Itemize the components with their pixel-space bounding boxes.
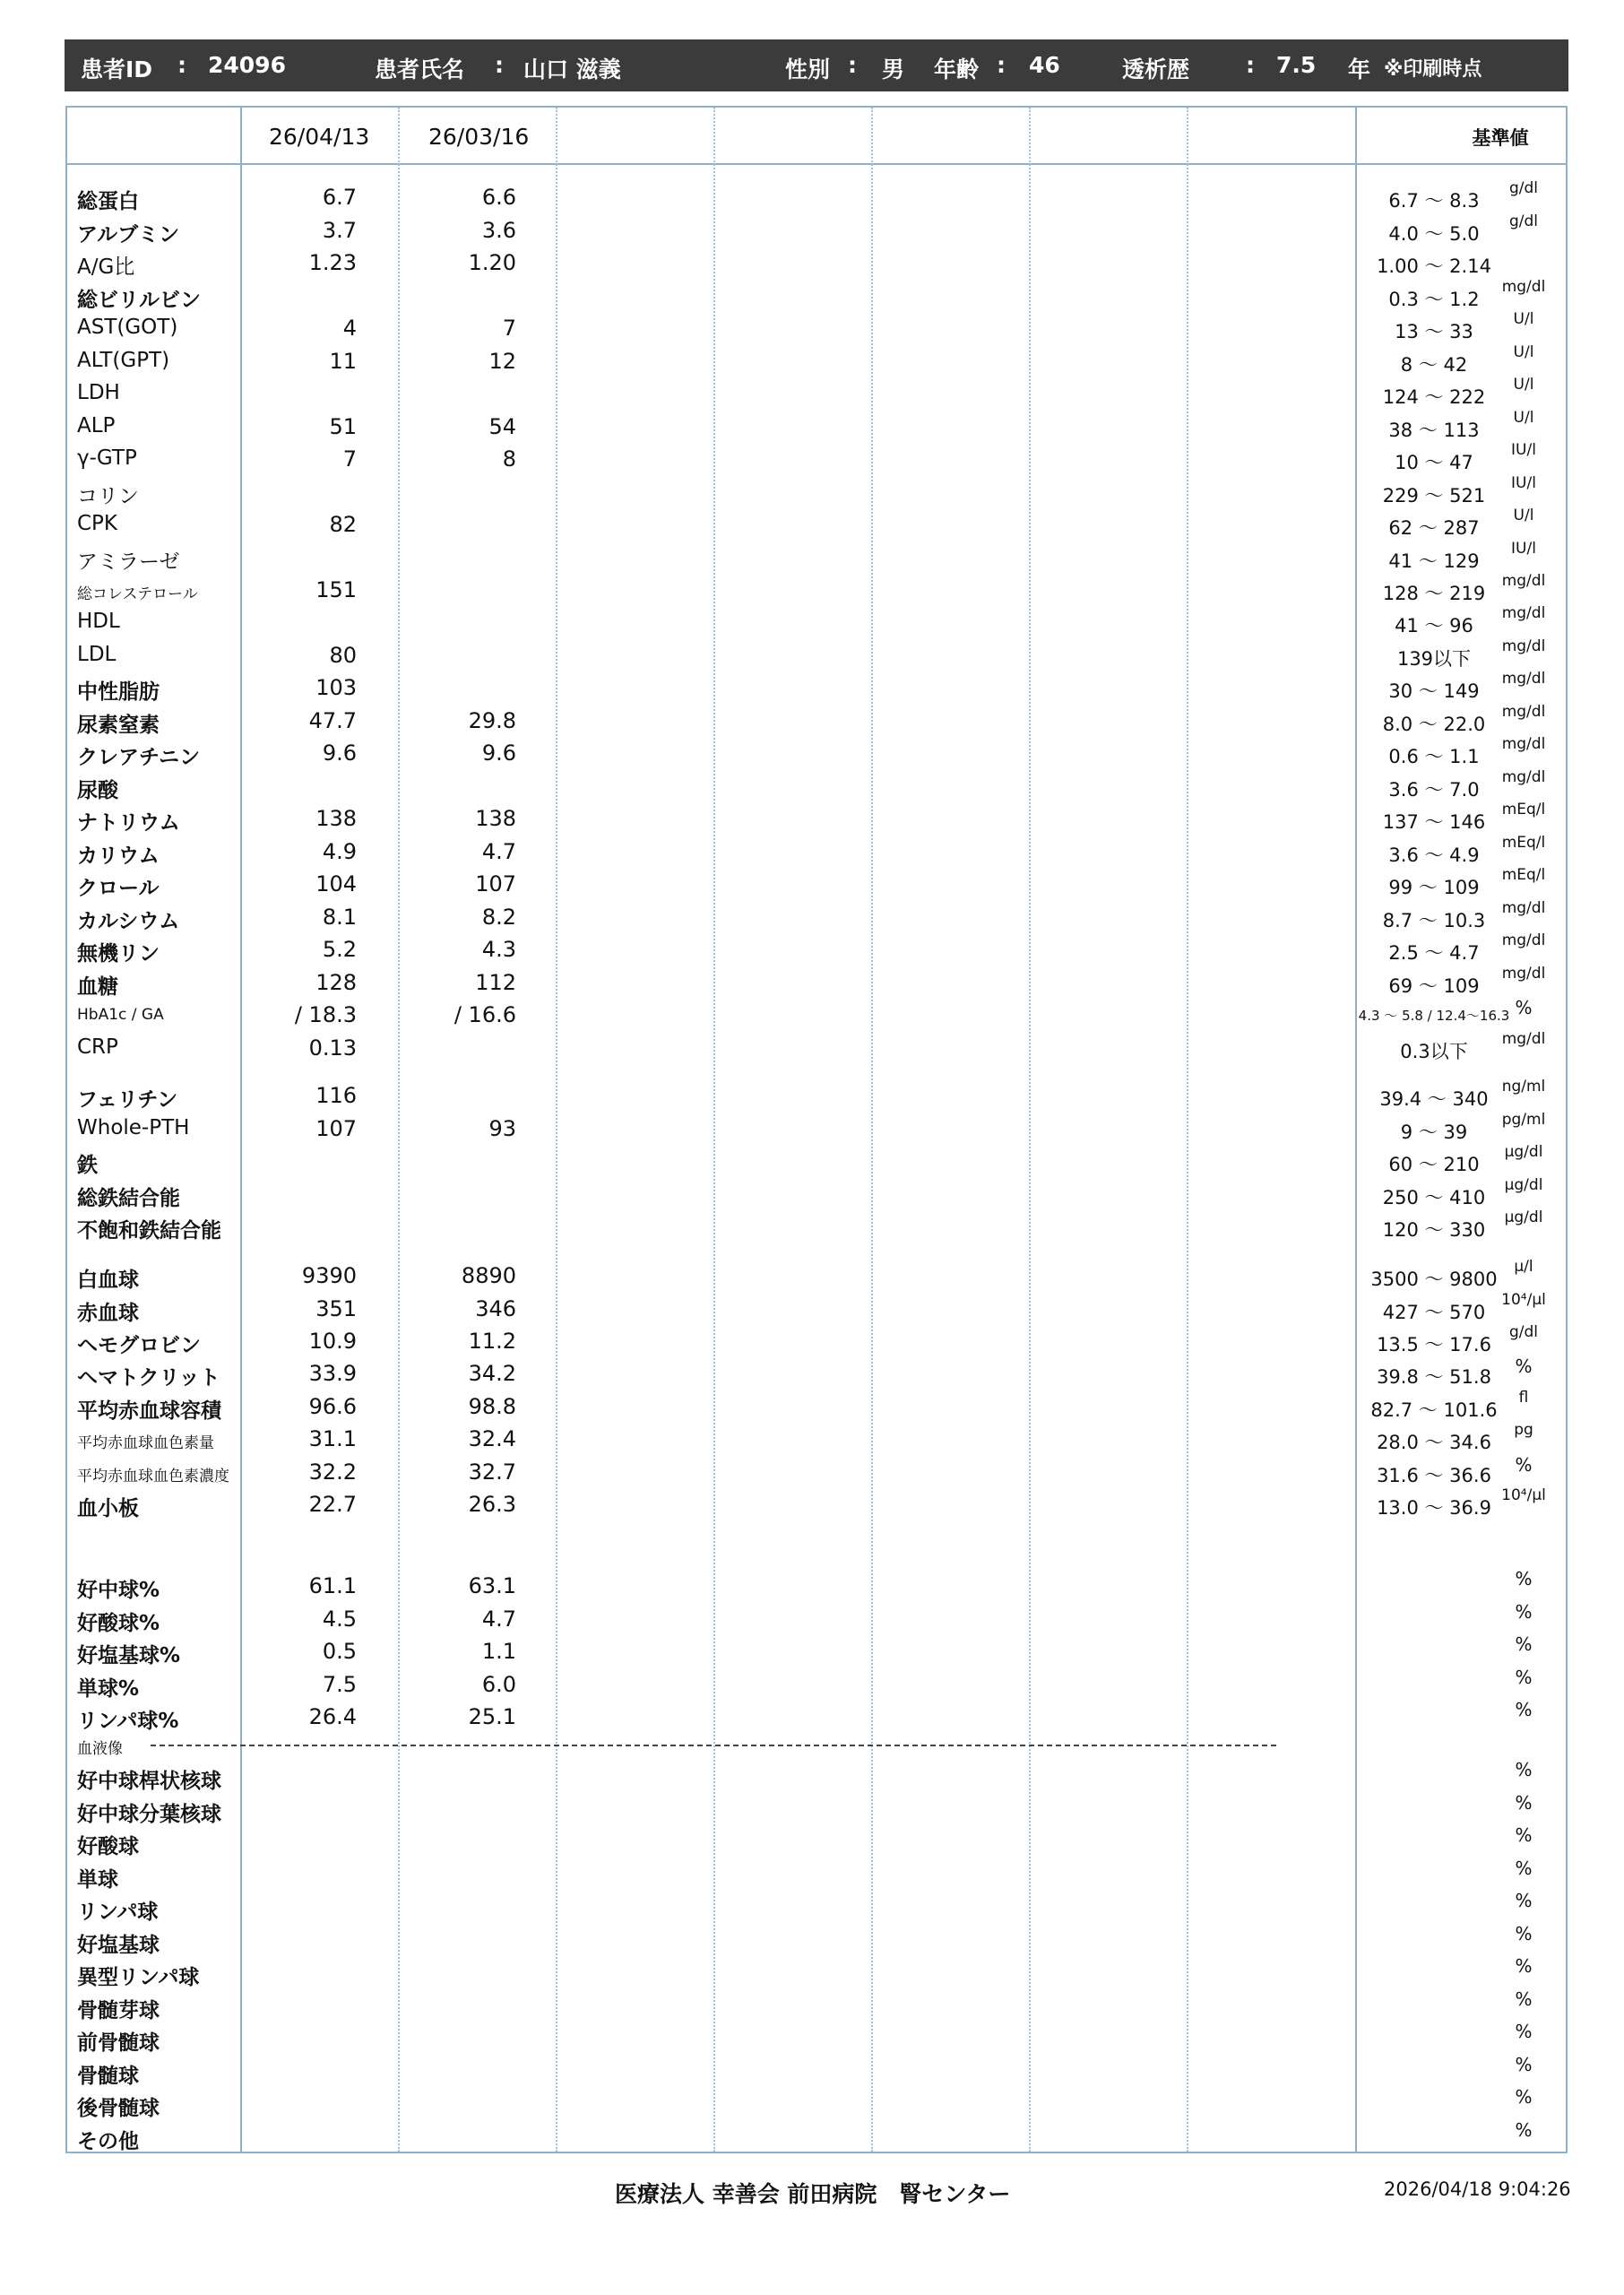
test-name: HDL	[77, 610, 120, 633]
unit: %	[1515, 1454, 1533, 1476]
result-value-2: 32.4	[468, 1426, 516, 1451]
result-value-2: 6.0	[481, 1672, 516, 1697]
test-name: 平均赤血球血色素量	[77, 1434, 214, 1452]
unit: %	[1515, 1633, 1533, 1655]
test-name: リンパ球	[77, 1901, 159, 1924]
unit: %	[1515, 1988, 1533, 2010]
date-column-2: 26/03/16	[428, 124, 530, 150]
test-name: LDL	[77, 643, 117, 666]
result-value-1: 5.2	[322, 937, 357, 962]
result-value-2: 54	[488, 414, 516, 439]
unit: mg/dl	[1501, 931, 1546, 949]
reference-range: 41 〜 96	[1395, 615, 1473, 637]
test-name: AST(GOT)	[77, 316, 178, 339]
reference-range: 8.7 〜 10.3	[1382, 910, 1486, 931]
reference-range: 3.6 〜 7.0	[1388, 779, 1480, 801]
test-name: 総蛋白	[77, 190, 139, 213]
hospital-name: 医療法人 幸善会 前田病院 腎センター	[615, 2181, 1011, 2207]
unit: %	[1515, 1568, 1533, 1589]
result-value-1: 10.9	[308, 1329, 357, 1354]
unit: %	[1515, 1601, 1533, 1623]
reference-range: 0.3 〜 1.2	[1388, 289, 1480, 310]
result-value-1: 51	[329, 414, 357, 439]
unit: mg/dl	[1501, 572, 1546, 590]
reference-range: 0.6 〜 1.1	[1388, 746, 1480, 767]
reference-range: 31.6 〜 36.6	[1377, 1465, 1491, 1486]
test-name: 好酸球%	[77, 1612, 160, 1635]
result-value-1: 47.7	[308, 708, 357, 733]
test-name: リンパ球%	[77, 1710, 179, 1733]
test-name: 総鉄結合能	[77, 1187, 180, 1210]
reference-range: 2.5 〜 4.7	[1388, 942, 1480, 964]
col-divider-3	[713, 108, 715, 2152]
unit: IU/l	[1511, 441, 1536, 459]
dialysis-value: 7.5	[1276, 52, 1317, 78]
reference-range: 39.4 〜 340	[1379, 1088, 1489, 1110]
sex-value: 男	[882, 56, 905, 82]
test-name: アミラーゼ	[77, 550, 180, 574]
result-value-1: 107	[315, 1116, 357, 1141]
unit: pg/ml	[1501, 1111, 1546, 1129]
test-name: カリウム	[77, 844, 160, 868]
reference-range: 1.00 〜 2.14	[1377, 255, 1491, 277]
test-name: 好塩基球%	[77, 1644, 181, 1667]
test-name: 総コレステロール	[77, 585, 198, 603]
test-name: 好中球分葉核球	[77, 1803, 221, 1826]
reference-range: 8 〜 42	[1400, 354, 1468, 376]
unit: mEq/l	[1501, 866, 1546, 884]
result-value-2: 4.7	[481, 839, 516, 864]
reference-range: 229 〜 521	[1382, 485, 1486, 507]
result-value-1: 138	[315, 806, 357, 831]
unit: %	[1515, 997, 1533, 1018]
result-value-2: 29.8	[468, 708, 516, 733]
result-value-1: 4.9	[322, 839, 357, 864]
unit: U/l	[1513, 343, 1534, 361]
patient-id-sep: :	[177, 52, 186, 78]
unit: mg/dl	[1501, 1030, 1546, 1048]
test-name: アルブミン	[77, 223, 180, 247]
test-name: 単球%	[77, 1677, 140, 1701]
col-divider-2	[556, 108, 557, 2152]
unit: IU/l	[1511, 474, 1536, 492]
test-name: 前骨髄球	[77, 2031, 160, 2055]
col-divider-6	[1187, 108, 1188, 2152]
result-value-2: 4.7	[481, 1606, 516, 1632]
test-name: LDH	[77, 381, 120, 404]
unit: %	[1515, 2054, 1533, 2075]
reference-range: 13 〜 33	[1395, 321, 1473, 342]
result-value-1: 11	[329, 349, 357, 374]
reference-range: 124 〜 222	[1382, 386, 1486, 408]
test-name: 血糖	[77, 975, 118, 999]
reference-range: 10 〜 47	[1395, 452, 1473, 473]
unit: mg/dl	[1501, 703, 1546, 721]
unit: μg/dl	[1504, 1143, 1543, 1161]
test-name: 赤血球	[77, 1302, 139, 1325]
result-value-2: 63.1	[468, 1573, 516, 1598]
test-name: 血液像	[77, 1740, 123, 1758]
unit: U/l	[1513, 507, 1534, 524]
result-value-1: 4	[342, 316, 357, 341]
blood-smear-divider	[151, 1745, 1276, 1746]
reference-range: 139以下	[1396, 648, 1472, 670]
reference-range: 4.3 〜 5.8 / 12.4〜16.3	[1358, 1008, 1510, 1024]
reference-range: 6.7 〜 8.3	[1388, 190, 1480, 212]
result-value-1: 6.7	[322, 185, 357, 210]
test-name: 異型リンパ球	[77, 1966, 200, 1989]
reference-range: 250 〜 410	[1382, 1187, 1486, 1208]
sex-label: 性別	[785, 56, 831, 82]
test-name: その他	[77, 2130, 139, 2153]
date-column-1: 26/04/13	[269, 124, 370, 150]
reference-range: 13.0 〜 36.9	[1377, 1497, 1491, 1519]
test-name: HbA1c / GA	[77, 1006, 164, 1024]
result-value-2: / 16.6	[454, 1002, 516, 1027]
result-value-2: 107	[475, 871, 516, 896]
unit: μg/dl	[1504, 1176, 1543, 1194]
unit: %	[1515, 2021, 1533, 2042]
test-name: A/G比	[77, 255, 135, 279]
test-name: 不飽和鉄結合能	[77, 1219, 221, 1243]
result-value-2: 112	[475, 970, 516, 995]
result-value-1: 103	[315, 675, 357, 700]
result-value-1: 7.5	[322, 1672, 357, 1697]
unit: μg/dl	[1504, 1208, 1543, 1226]
unit: %	[1515, 1955, 1533, 1977]
test-name: 中性脂肪	[77, 680, 160, 704]
test-name: CRP	[77, 1035, 118, 1059]
age-label: 年齢	[934, 56, 980, 82]
unit: mg/dl	[1501, 637, 1546, 655]
unit: %	[1515, 1699, 1533, 1720]
result-value-1: 1.23	[308, 250, 357, 275]
result-value-2: 34.2	[468, 1361, 516, 1386]
result-value-1: 33.9	[308, 1361, 357, 1386]
reference-range: 9 〜 39	[1400, 1122, 1468, 1143]
test-name: フェリチン	[77, 1088, 178, 1112]
test-name: 平均赤血球容積	[77, 1399, 221, 1423]
result-value-2: 26.3	[468, 1492, 516, 1517]
result-value-1: 128	[315, 970, 357, 995]
test-name: CPK	[77, 512, 118, 535]
result-value-2: 1.20	[468, 250, 516, 275]
test-name: 好塩基球	[77, 1934, 160, 1957]
test-name: ALP	[77, 414, 116, 437]
unit: mg/dl	[1501, 735, 1546, 753]
test-name: 白血球	[77, 1269, 139, 1292]
test-name: 尿酸	[77, 779, 118, 802]
test-name: 後骨髄球	[77, 2097, 160, 2120]
unit: %	[1515, 1923, 1533, 1944]
result-value-1: 4.5	[322, 1606, 357, 1632]
test-name: ヘマトクリット	[77, 1366, 220, 1390]
patient-id-label: 患者ID	[81, 56, 153, 82]
unit: ng/ml	[1501, 1078, 1546, 1096]
result-value-1: 82	[329, 512, 357, 537]
result-value-1: 151	[315, 577, 357, 602]
result-value-1: 0.5	[322, 1639, 357, 1664]
test-name: 骨髄球	[77, 2065, 139, 2088]
test-name: 無機リン	[77, 942, 160, 966]
print-note: ※印刷時点	[1384, 58, 1482, 81]
unit: μ/l	[1514, 1258, 1533, 1276]
test-name: 好中球%	[77, 1579, 160, 1602]
test-name: クロール	[77, 877, 160, 900]
unit: mg/dl	[1501, 278, 1546, 296]
result-value-1: 0.13	[308, 1035, 357, 1061]
unit: %	[1515, 1890, 1533, 1911]
result-value-1: 9390	[301, 1263, 357, 1288]
unit: g/dl	[1508, 1323, 1539, 1341]
unit: %	[1515, 1858, 1533, 1879]
reference-range: 99 〜 109	[1388, 877, 1480, 898]
result-value-2: 8	[502, 446, 516, 472]
result-value-2: 346	[475, 1296, 516, 1321]
result-value-2: 1.1	[481, 1639, 516, 1664]
reference-range: 69 〜 109	[1388, 975, 1480, 997]
patient-name-sep: :	[495, 52, 504, 78]
test-name: 鉄	[77, 1154, 98, 1177]
unit: g/dl	[1508, 212, 1539, 230]
reference-range: 41 〜 129	[1388, 550, 1480, 572]
unit: mEq/l	[1501, 801, 1546, 818]
test-name: 骨髄芽球	[77, 1999, 160, 2022]
result-value-2: 11.2	[468, 1329, 516, 1354]
reference-range: 28.0 〜 34.6	[1377, 1432, 1491, 1453]
result-value-1: 8.1	[322, 905, 357, 930]
age-value: 46	[1029, 52, 1060, 78]
test-name: 好酸球	[77, 1835, 139, 1858]
col-divider-5	[1029, 108, 1031, 2152]
result-value-2: 138	[475, 806, 516, 831]
reference-range: 3500 〜 9800	[1370, 1269, 1498, 1290]
reference-range: 38 〜 113	[1388, 420, 1480, 441]
unit: U/l	[1513, 310, 1534, 328]
unit: mg/dl	[1501, 965, 1546, 983]
result-value-2: 93	[488, 1116, 516, 1141]
patient-name-value: 山口 滋義	[523, 56, 621, 82]
unit: %	[1515, 1355, 1533, 1377]
test-name: ALT(GPT)	[77, 349, 170, 372]
test-name: 好中球桿状核球	[77, 1770, 221, 1793]
patient-id-value: 24096	[208, 52, 286, 78]
test-name: カルシウム	[77, 910, 180, 933]
result-value-2: 7	[502, 316, 516, 341]
result-value-1: 96.6	[308, 1394, 357, 1419]
test-name: Whole-PTH	[77, 1116, 190, 1139]
unit: 10⁴/μl	[1501, 1486, 1546, 1504]
header-divider	[65, 163, 1568, 165]
reference-column-header: 基準値	[1472, 127, 1529, 149]
unit: U/l	[1513, 409, 1534, 427]
test-name: 平均赤血球血色素濃度	[77, 1468, 229, 1485]
unit: mg/dl	[1501, 604, 1546, 622]
result-value-2: 98.8	[468, 1394, 516, 1419]
reference-range: 8.0 〜 22.0	[1382, 714, 1486, 735]
result-value-2: 25.1	[468, 1704, 516, 1729]
result-value-1: 80	[329, 643, 357, 668]
age-sep: :	[997, 52, 1006, 78]
unit: pg	[1514, 1421, 1533, 1439]
test-name: クレアチニン	[77, 746, 201, 769]
unit: %	[1515, 2086, 1533, 2108]
unit: mEq/l	[1501, 834, 1546, 852]
result-value-1: 26.4	[308, 1704, 357, 1729]
test-name: 単球	[77, 1868, 118, 1892]
col-divider-4	[871, 108, 873, 2152]
unit: g/dl	[1508, 179, 1539, 197]
result-value-2: 32.7	[468, 1459, 516, 1485]
unit: %	[1515, 1667, 1533, 1688]
unit: fl	[1518, 1389, 1529, 1407]
reference-range: 3.6 〜 4.9	[1388, 844, 1480, 866]
reference-range: 82.7 〜 101.6	[1370, 1399, 1498, 1421]
test-name: 総ビリルビン	[77, 289, 201, 312]
reference-range: 427 〜 570	[1382, 1302, 1486, 1323]
test-name: 尿素窒素	[77, 714, 160, 737]
result-value-1: 3.7	[322, 218, 357, 243]
unit: U/l	[1513, 376, 1534, 394]
result-value-1: 116	[315, 1083, 357, 1108]
test-name: 血小板	[77, 1497, 139, 1520]
result-value-2: 6.6	[481, 185, 516, 210]
reference-range: 4.0 〜 5.0	[1388, 223, 1480, 245]
result-value-1: 351	[315, 1296, 357, 1321]
reference-range: 60 〜 210	[1388, 1154, 1480, 1175]
unit: mg/dl	[1501, 899, 1546, 917]
reference-range: 62 〜 287	[1388, 517, 1480, 539]
patient-name-label: 患者氏名	[375, 56, 465, 82]
patient-header-bar	[65, 39, 1568, 91]
unit: mg/dl	[1501, 768, 1546, 786]
test-name: ナトリウム	[77, 811, 180, 835]
reference-range: 39.8 〜 51.8	[1377, 1366, 1491, 1388]
result-value-1: 9.6	[322, 740, 357, 766]
print-timestamp: 2026/04/18 9:04:26	[1384, 2178, 1571, 2200]
result-value-2: 3.6	[481, 218, 516, 243]
unit: %	[1515, 1824, 1533, 1846]
result-value-1: 22.7	[308, 1492, 357, 1517]
unit: %	[1515, 2119, 1533, 2141]
result-value-1: / 18.3	[294, 1002, 357, 1027]
reference-range: 137 〜 146	[1382, 811, 1486, 833]
result-value-2: 9.6	[481, 740, 516, 766]
unit: %	[1515, 1759, 1533, 1780]
result-value-1: 61.1	[308, 1573, 357, 1598]
test-name: ヘモグロビン	[77, 1334, 201, 1357]
result-value-2: 8.2	[481, 905, 516, 930]
unit: IU/l	[1511, 540, 1536, 558]
dialysis-sep: :	[1246, 52, 1255, 78]
unit: mg/dl	[1501, 670, 1546, 688]
reference-range: 128 〜 219	[1382, 583, 1486, 604]
result-value-1: 32.2	[308, 1459, 357, 1485]
sex-sep: :	[848, 52, 857, 78]
result-value-1: 7	[342, 446, 357, 472]
dialysis-label: 透析歴	[1122, 56, 1190, 82]
reference-range: 0.3以下	[1400, 1041, 1468, 1062]
result-value-2: 4.3	[481, 937, 516, 962]
test-name: γ-GTP	[77, 446, 137, 470]
unit: 10⁴/μl	[1501, 1291, 1546, 1309]
dialysis-unit: 年	[1348, 56, 1371, 82]
result-value-2: 8890	[461, 1263, 516, 1288]
unit: %	[1515, 1792, 1533, 1814]
reference-range: 13.5 〜 17.6	[1377, 1334, 1491, 1355]
result-value-2: 12	[488, 349, 516, 374]
test-name: コリン	[77, 485, 139, 508]
result-value-1: 31.1	[308, 1426, 357, 1451]
reference-range: 30 〜 149	[1388, 680, 1480, 702]
reference-range: 120 〜 330	[1382, 1219, 1486, 1241]
result-value-1: 104	[315, 871, 357, 896]
